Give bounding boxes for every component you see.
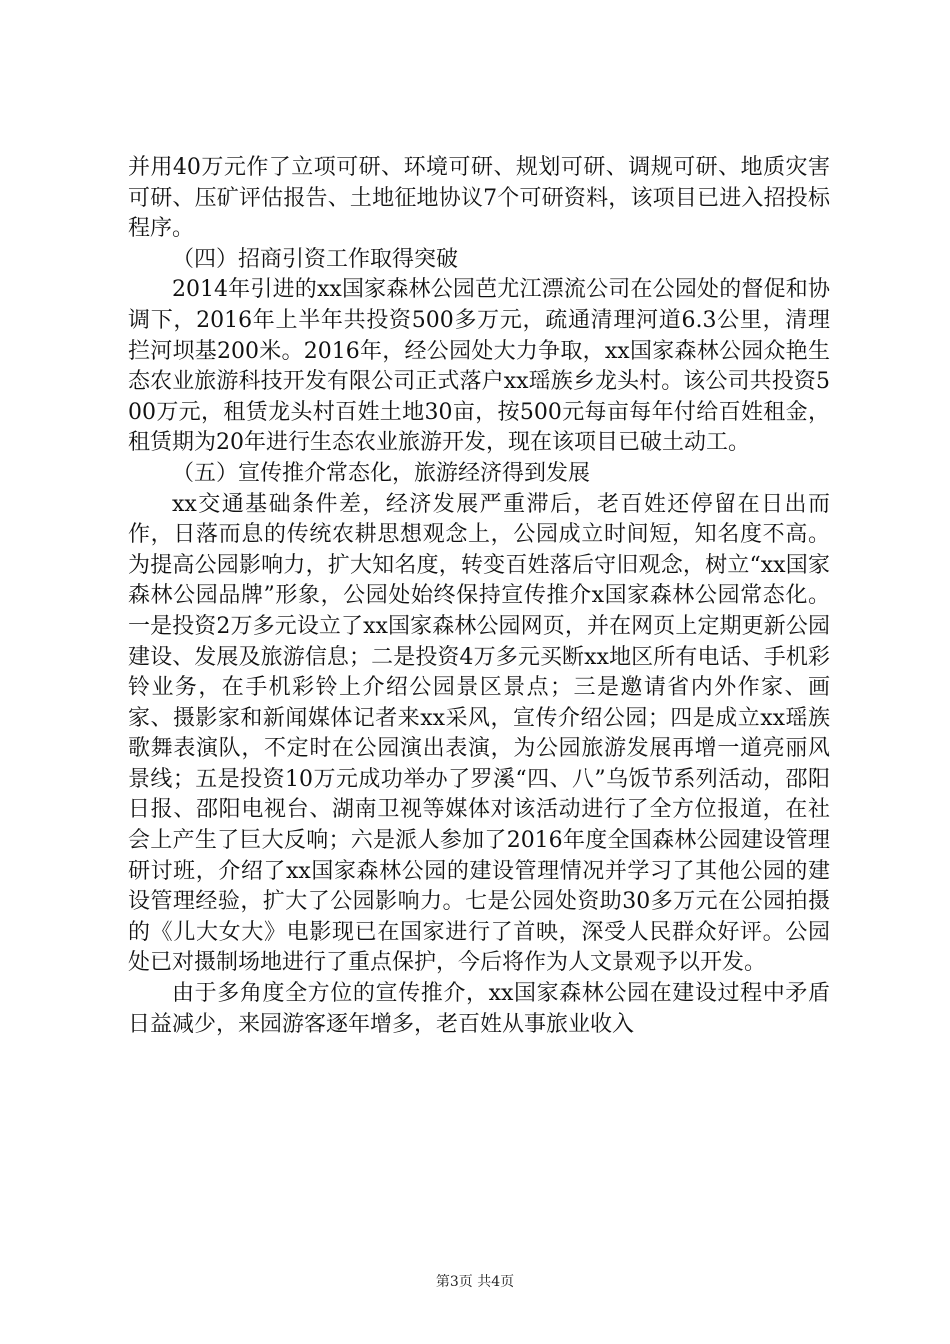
- section-heading-4: （四）招商引资工作取得突破: [172, 246, 459, 272]
- paragraph-outcome: 由于多角度全方位的宣传推介，xx国家森林公园在建设过程中矛盾日益减少，来园游客逐年增多，老百姓从事旅业收入: [128, 981, 830, 1037]
- document-body: [128, 153, 830, 1040]
- section-heading-5: （五）宣传推介常态化，旅游经济得到发展: [172, 460, 591, 486]
- paragraph-continued: 并用40万元作了立项可研、环境可研、规划可研、调规可研、地质灾害可研、压矿评估报告、土地征地协议7个可研资料，该项目已进入招投标程序。: [128, 155, 830, 242]
- paragraph-investment: 2014年引进的xx国家森林公园芭尤江漂流公司在公园处的督促和协调下，2016年上半年共投资500多万元，疏通清理河道6.3公里，清理拦河坝基200米。2016年，经公园处大力争取，xx国家森林公园众艳生态农业旅游科技开发有限公司正式落户xx瑶族乡龙头村。该公司共投资500万元，租赁龙头村百姓土地30亩，按500元每亩每年付给百姓租金，租赁期为20年进行生态农业旅游开发，现在该项目已破土动工。: [128, 277, 830, 456]
- paragraph-promotion: xx交通基础条件差，经济发展严重滞后，老百姓还停留在日出而作，日落而息的传统农耕思想观念上，公园成立时间短，知名度不高。为提高公园影响力，扩大知名度，转变百姓落后守旧观念，树立“xx国家森林公园品牌”形象，公园处始终保持宣传推介x国家森林公园常态化。一是投资2万多元设立了xx国家森林公园网页，并在网页上定期更新公园建设、发展及旅游信息；二是投资4万多元买断xx地区所有电话、手机彩铃业务，在手机彩铃上介绍公园景区景点；三是邀请省内外作家、画家、摄影家和新闻媒体记者来xx采风，宣传介绍公园；四是成立xx瑶族歌舞表演队，不定时在公园演出表演，为公园旅游发展再增一道亮丽风景线；五是投资10万元成功举办了罗溪“四、八”乌饭节系列活动，邵阳日报、邵阳电视台、湖南卫视等媒体对该活动进行了全方位报道，在社会上产生了巨大反响；六是派人参加了2016年度全国森林公园建设管理研讨班，介绍了xx国家森林公园的建设管理情况并学习了其他公园的建设管理经验，扩大了公园影响力。七是公园处资助30多万元在公园拍摄的《儿大女大》电影现已在国家进行了首映，深受人民群众好评。公园处已对摄制场地进行了重点保护，今后将作为人文景观予以开发。: [128, 491, 830, 976]
- page-number-footer: 第3页 共4页: [435, 1274, 515, 1290]
